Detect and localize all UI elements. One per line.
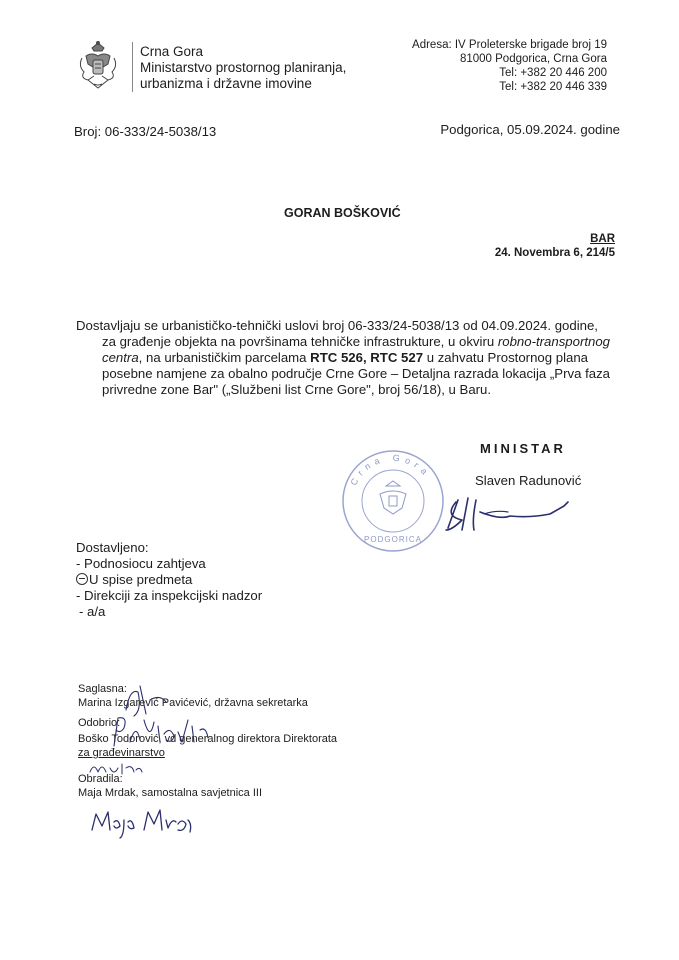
body-line-3c: RTC 526, RTC 527 [310, 350, 424, 365]
body-line-3a: centra [102, 350, 139, 365]
coat-of-arms-icon [74, 40, 122, 92]
agreed-label: Saglasna: [78, 683, 127, 695]
recipient-city: BAR [590, 233, 615, 245]
delivered-list [76, 556, 262, 620]
circled-dash-icon [76, 573, 88, 585]
approved-label: Odobrio: [78, 717, 121, 729]
approved-paraph [110, 712, 220, 752]
address-block [380, 38, 607, 94]
body-line-2b: robno-transportnog [497, 334, 611, 349]
minister-signature [440, 490, 590, 540]
reference-number: Broj: 06-333/24-5038/13 [74, 124, 217, 139]
body-line-3b: , na urbanističkim parcelama [138, 350, 311, 365]
delivered-item-checked [76, 572, 262, 588]
body-line-2 [76, 334, 636, 350]
address-line-2: 81000 Podgorica, Crna Gora [459, 53, 607, 65]
recipient-name: GORAN BOŠKOVIĆ [284, 206, 401, 220]
body-line-2a: za građenje objekta na površinama tehničke infrastrukture, u okviru [102, 334, 498, 349]
body-line-1: Dostavljaju se urbanističko-tehnički uslovi broj 06-333/24-5038/13 od 04.09.2024. godine, [76, 318, 598, 333]
phone-2: Tel: +382 20 446 339 [499, 81, 607, 93]
prepared-paraph [86, 758, 146, 780]
country-name: Crna Gora [140, 44, 204, 59]
stamp-text: Crna Gora [348, 452, 433, 488]
letter-body [76, 318, 636, 398]
signature-name: Slaven Radunović [475, 473, 582, 488]
prepared-label: Obradila: [78, 773, 123, 785]
ministry-line-1: Ministarstvo prostornog planiranja, [140, 60, 347, 75]
signature-title: MINISTAR [480, 441, 566, 456]
approved-name-2: za građevinarstvo [78, 747, 165, 759]
ministry-line-2: urbanizma i državne imovine [140, 76, 312, 91]
stamp-city: PODGORICA [364, 535, 422, 544]
body-line-3d: u zahvatu Prostornog plana [423, 350, 589, 365]
address-line-1: Adresa: IV Proleterske brigade broj 19 [412, 39, 607, 51]
preparer-signature [88, 806, 198, 842]
body-line-4: posebne namjene za obalno područje Crne Gore – Detaljna razrada lokacija „Prva faza [102, 366, 611, 381]
official-stamp [340, 448, 446, 554]
delivered-item-label: U spise predmeta [89, 572, 193, 587]
prepared-name: Maja Mrdak, samostalna savjetnica III [78, 787, 263, 799]
ministry-block [140, 44, 380, 92]
delivered-item: - Podnosiocu zahtjeva [76, 556, 206, 571]
header-divider [132, 42, 133, 92]
approved-name: Boško Todorović, vd generalnog direktora Direktorata [78, 733, 338, 745]
recipient-street: 24. Novembra 6, 214/5 [494, 247, 615, 259]
delivered-heading: Dostavljeno: [76, 540, 149, 555]
body-line-5: privredne zone Bar" („Službeni list Crne Gore", broj 56/18), u Baru. [102, 382, 492, 397]
delivered-item: - Direkciji za inspekcijski nadzor [76, 588, 263, 603]
body-line-3 [76, 350, 636, 366]
agreed-name: Marina Izgarević Pavićević, državna sekretarka [78, 697, 308, 709]
delivered-item: - a/a [79, 604, 106, 619]
phone-1: Tel: +382 20 446 200 [499, 67, 607, 79]
place-date: Podgorica, 05.09.2024. godine [440, 122, 620, 137]
